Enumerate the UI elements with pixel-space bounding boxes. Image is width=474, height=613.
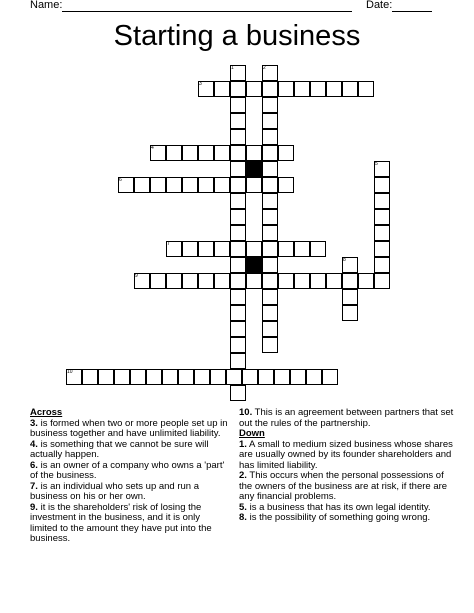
grid-cell[interactable]	[326, 81, 342, 97]
grid-cell[interactable]	[166, 177, 182, 193]
grid-cell[interactable]	[262, 321, 278, 337]
across-clues	[30, 408, 230, 545]
grid-cell[interactable]	[166, 273, 182, 289]
grid-cell[interactable]	[166, 145, 182, 161]
grid-cell[interactable]	[230, 289, 246, 305]
grid-cell[interactable]	[246, 81, 262, 97]
grid-cell[interactable]	[150, 177, 166, 193]
grid-cell[interactable]	[262, 97, 278, 113]
grid-cell[interactable]	[294, 81, 310, 97]
grid-cell[interactable]	[342, 273, 358, 289]
grid-cell[interactable]	[246, 241, 262, 257]
black-cell	[246, 257, 262, 273]
grid-cell[interactable]	[342, 81, 358, 97]
grid-cell[interactable]	[374, 241, 390, 257]
clue-number: 3	[199, 81, 202, 87]
grid-cell[interactable]	[230, 241, 246, 257]
date-label: Date:	[366, 0, 393, 11]
grid-cell[interactable]	[230, 161, 246, 177]
grid-cell[interactable]	[150, 273, 166, 289]
grid-cell[interactable]	[278, 81, 294, 97]
across-heading: Across	[30, 407, 63, 418]
grid-cell[interactable]	[290, 369, 306, 385]
grid-cell[interactable]	[262, 145, 278, 161]
grid-cell[interactable]	[374, 177, 390, 193]
grid-cell[interactable]	[214, 177, 230, 193]
grid-cell[interactable]	[134, 177, 150, 193]
grid-cell[interactable]	[262, 241, 278, 257]
grid-cell[interactable]	[230, 225, 246, 241]
grid-cell[interactable]	[262, 209, 278, 225]
grid-cell[interactable]	[278, 145, 294, 161]
grid-cell[interactable]	[242, 369, 258, 385]
grid-cell[interactable]	[374, 257, 390, 273]
grid-cell[interactable]	[214, 145, 230, 161]
clue-number: 9	[135, 273, 138, 279]
grid-cell[interactable]	[358, 81, 374, 97]
grid-cell[interactable]	[310, 273, 326, 289]
grid-cell[interactable]	[214, 81, 230, 97]
across-clue: 6. is an owner of a company who owns a 'part' of the business.	[30, 459, 225, 481]
clue-across-10: 10. This is an agreement between partners that set out the rules of the partnership.	[239, 407, 454, 429]
grid-cell[interactable]	[98, 369, 114, 385]
grid-cell[interactable]	[146, 369, 162, 385]
grid-cell[interactable]	[262, 81, 278, 97]
grid-cell[interactable]	[114, 369, 130, 385]
grid-cell[interactable]	[358, 273, 374, 289]
across-clue: 7. is an individual who sets up and run a business on his or her own.	[30, 480, 200, 502]
down-clue: 2. This occurs when the personal possessions of the owners of the business are at risk, if there are any financial problems.	[239, 470, 448, 502]
grid-cell[interactable]	[194, 369, 210, 385]
across-clue: 4. is something that we cannot be sure will actually happen.	[30, 438, 209, 460]
page-title: Starting a business	[113, 20, 361, 52]
grid-cell[interactable]	[262, 113, 278, 129]
grid-cell[interactable]	[374, 193, 390, 209]
grid-cell[interactable]	[230, 97, 246, 113]
grid-cell[interactable]	[278, 241, 294, 257]
down-clue-list	[239, 440, 454, 524]
grid-cell[interactable]	[322, 369, 338, 385]
clue-number: 4	[151, 145, 154, 151]
grid-cell[interactable]	[182, 145, 198, 161]
grid-cell[interactable]	[310, 241, 326, 257]
grid-cell[interactable]	[130, 369, 146, 385]
grid-cell[interactable]	[274, 369, 290, 385]
right-clues	[239, 408, 454, 524]
grid-cell[interactable]	[278, 177, 294, 193]
grid-cell[interactable]	[262, 177, 278, 193]
clue-number: 10	[67, 369, 73, 375]
clue-number: 2	[263, 65, 266, 71]
grid-cell[interactable]	[230, 177, 246, 193]
grid-cell[interactable]	[262, 337, 278, 353]
grid-cell[interactable]	[230, 113, 246, 129]
grid-cell[interactable]	[230, 337, 246, 353]
grid-cell[interactable]	[294, 241, 310, 257]
across-clue-list	[30, 419, 230, 545]
across-clue: 3. is formed when two or more people set up in business together and have unlimited liability.	[30, 417, 228, 439]
grid-cell[interactable]	[230, 273, 246, 289]
grid-cell[interactable]	[258, 369, 274, 385]
grid-cell[interactable]	[326, 273, 342, 289]
grid-cell[interactable]	[162, 369, 178, 385]
grid-cell[interactable]	[294, 273, 310, 289]
down-heading: Down	[239, 428, 265, 439]
grid-cell[interactable]	[262, 257, 278, 273]
grid-cell[interactable]	[262, 305, 278, 321]
grid-cell[interactable]	[246, 273, 262, 289]
down-clue: 8. is the possibility of something going wrong.	[239, 512, 431, 523]
grid-cell[interactable]	[198, 177, 214, 193]
grid-cell[interactable]	[82, 369, 98, 385]
grid-cell[interactable]	[262, 193, 278, 209]
name-label: Name:	[30, 0, 63, 11]
grid-cell[interactable]	[230, 385, 246, 401]
grid-cell[interactable]	[262, 225, 278, 241]
grid-cell[interactable]	[262, 129, 278, 145]
clue-number: 7	[167, 241, 170, 247]
down-clue: 1. A small to medium sized business whose shares are usually owned by its founder shareholders and has limited liability.	[239, 438, 453, 471]
grid-cell[interactable]	[230, 193, 246, 209]
grid-cell[interactable]	[214, 273, 230, 289]
grid-cell[interactable]	[230, 145, 246, 161]
grid-cell[interactable]	[310, 81, 326, 97]
grid-cell[interactable]	[306, 369, 322, 385]
grid-cell[interactable]	[230, 257, 246, 273]
grid-cell[interactable]	[230, 209, 246, 225]
grid-cell[interactable]	[262, 289, 278, 305]
grid-cell[interactable]	[230, 353, 246, 369]
grid-cell[interactable]	[230, 81, 246, 97]
down-clue: 5. is a business that has its own legal identity.	[239, 501, 431, 513]
grid-cell[interactable]	[342, 305, 358, 321]
grid-cell[interactable]	[198, 241, 214, 257]
grid-cell[interactable]	[178, 369, 194, 385]
across-clue: 9. it is the shareholders' risk of losing the investment in the business, and it is only limited to the amount they have put into the business.	[30, 501, 212, 544]
grid-cell[interactable]	[262, 161, 278, 177]
grid-cell[interactable]	[198, 273, 214, 289]
grid-cell[interactable]	[226, 369, 242, 385]
grid-cell[interactable]	[278, 273, 294, 289]
grid-cell[interactable]	[246, 177, 262, 193]
grid-cell[interactable]	[210, 369, 226, 385]
grid-cell[interactable]	[230, 321, 246, 337]
grid-cell[interactable]	[182, 177, 198, 193]
grid-cell[interactable]	[198, 145, 214, 161]
grid-cell[interactable]	[230, 129, 246, 145]
grid-cell[interactable]	[374, 273, 390, 289]
grid-cell[interactable]	[182, 241, 198, 257]
black-cell	[246, 161, 262, 177]
grid-cell[interactable]	[182, 273, 198, 289]
grid-cell[interactable]	[374, 225, 390, 241]
clue-number: 8	[343, 257, 346, 263]
grid-cell[interactable]	[342, 289, 358, 305]
grid-cell[interactable]	[214, 241, 230, 257]
grid-cell[interactable]	[230, 305, 246, 321]
grid-cell[interactable]	[246, 145, 262, 161]
clue-number: 6	[119, 177, 122, 183]
grid-cell[interactable]	[374, 209, 390, 225]
clue-number: 5	[375, 161, 378, 167]
clue-number: 1	[231, 65, 234, 71]
grid-cell[interactable]	[262, 273, 278, 289]
